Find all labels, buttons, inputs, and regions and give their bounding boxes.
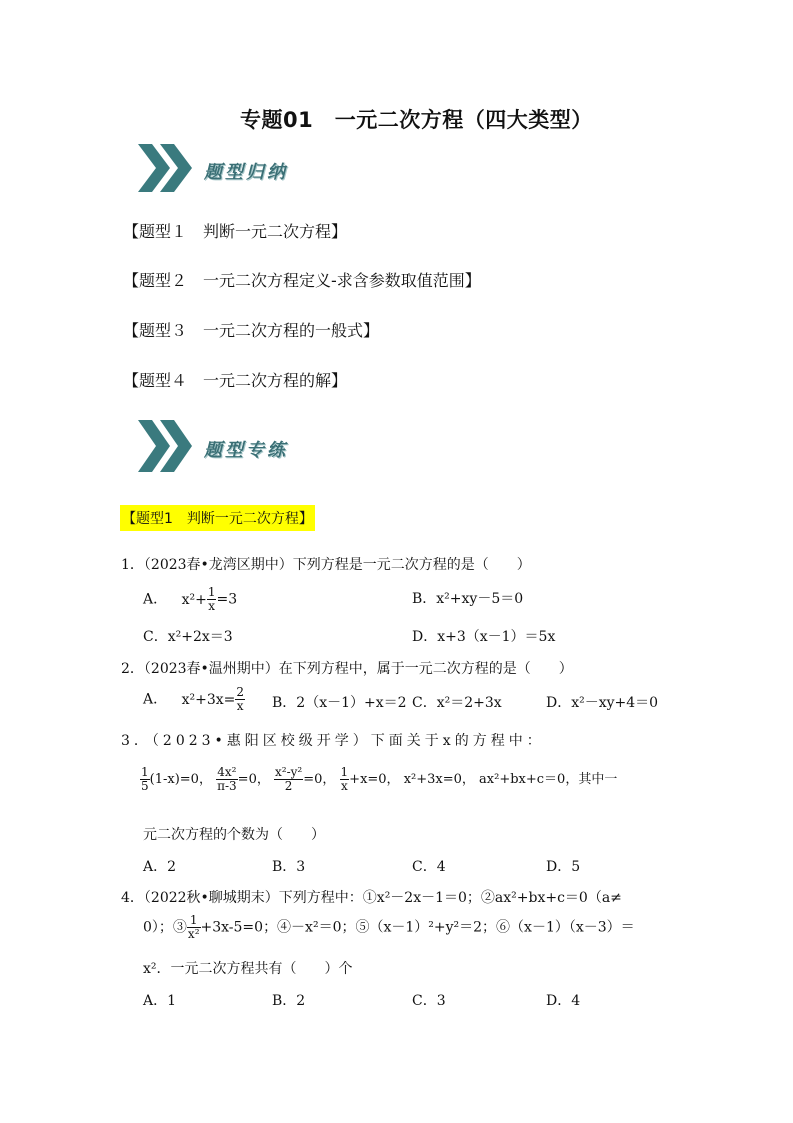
fraction: $\frac{\text{4x²}}{\pi-3}$	[217, 765, 237, 793]
q4-line-3: x²．一元二次方程共有（ ）个	[143, 961, 353, 977]
q1-option-d: D．x+3（x－1）＝5x	[412, 629, 556, 645]
q1-option-b: B．x²+xy－5＝0	[412, 591, 524, 607]
q2-stem: 2．（2023春•温州期中）在下列方程中，属于一元二次方程的是（ ）	[121, 661, 573, 677]
toc-item-3: 【题型３ 一元二次方程的一般式】	[123, 321, 380, 340]
double-chevron-icon	[136, 142, 196, 194]
fraction: $\frac{1}{5}$	[141, 765, 149, 793]
summary-banner-label: 题型归纳	[204, 162, 288, 183]
summary-banner	[136, 142, 336, 202]
fraction: $\frac{1}{x}$	[340, 765, 349, 793]
q3-option-d: D．5	[546, 859, 581, 875]
fraction: $\frac{2}{x}$	[236, 685, 244, 713]
section-heading: 【题型1 判断一元二次方程】	[120, 505, 315, 531]
q1-option-c: C．x²+2x＝3	[143, 629, 233, 645]
q2-option-b: B．2（x－1）+x＝2	[272, 695, 407, 711]
q4-option-a: A．1	[143, 993, 177, 1009]
q4-line-1: 4．（2022秋•聊城期末）下列方程中：①x²－2x－1＝0；②ax²+bx+c＝0（a≠	[121, 890, 622, 906]
q2-option-d: D．x²－xy+4＝0	[546, 695, 659, 711]
q2-option-a: A． x²+3x= $\frac{2}{x}$	[143, 685, 244, 713]
fraction: $\frac{1}{x}$	[207, 585, 216, 613]
fraction: $\frac{\text{x²-y²}}{2}$	[274, 765, 303, 793]
q4-option-b: B．2	[272, 993, 306, 1009]
q4-option-c: C．3	[412, 993, 446, 1009]
q3-stem: 3．（2023•惠阳区校级开学）下面关于x的方程中：	[121, 733, 545, 749]
q4-line-2: 0）；③ $\frac{1}{\text{x²}}$ +3x-5=0；④－x²＝0；⑤（x－1）²+y²＝2；⑥（x－1）（x－3）＝	[143, 913, 635, 941]
toc-item-1: 【题型１ 判断一元二次方程】	[123, 222, 348, 241]
page-title: 专题01 一元二次方程（四大类型）	[240, 108, 593, 132]
q1-option-a: A． x²+ $\frac{1}{x}$ =3	[143, 585, 238, 613]
double-chevron-icon	[136, 418, 196, 474]
practice-banner	[136, 418, 336, 478]
q2-option-c: C．x²＝2+3x	[412, 695, 502, 711]
q3-option-a: A．2	[143, 859, 177, 875]
q4-option-d: D．4	[546, 993, 581, 1009]
toc-item-4: 【题型４ 一元二次方程的解】	[123, 371, 348, 390]
fraction: $\frac{1}{\text{x²}}$	[187, 913, 200, 941]
q3-continuation: 元二次方程的个数为（ ）	[143, 827, 325, 843]
toc-item-2: 【题型２ 一元二次方程定义-求含参数取值范围】	[123, 271, 481, 290]
practice-banner-label: 题型专练	[204, 440, 288, 461]
q3-equations: $\frac{1}{5}$ (1-x)=0， $\frac{\text{4x²}}{\pi-3}$ =0， $\frac{\text{x²-y²}}{2}$ =0， $\frac{1}{x}$ +x=0， x²+3x=0， ax²+bx+c＝0，其中一	[141, 765, 618, 793]
q1-stem: 1．（2023春•龙湾区期中）下列方程是一元二次方程的是（ ）	[121, 557, 531, 573]
q3-option-b: B．3	[272, 859, 306, 875]
q3-option-c: C．4	[412, 859, 446, 875]
